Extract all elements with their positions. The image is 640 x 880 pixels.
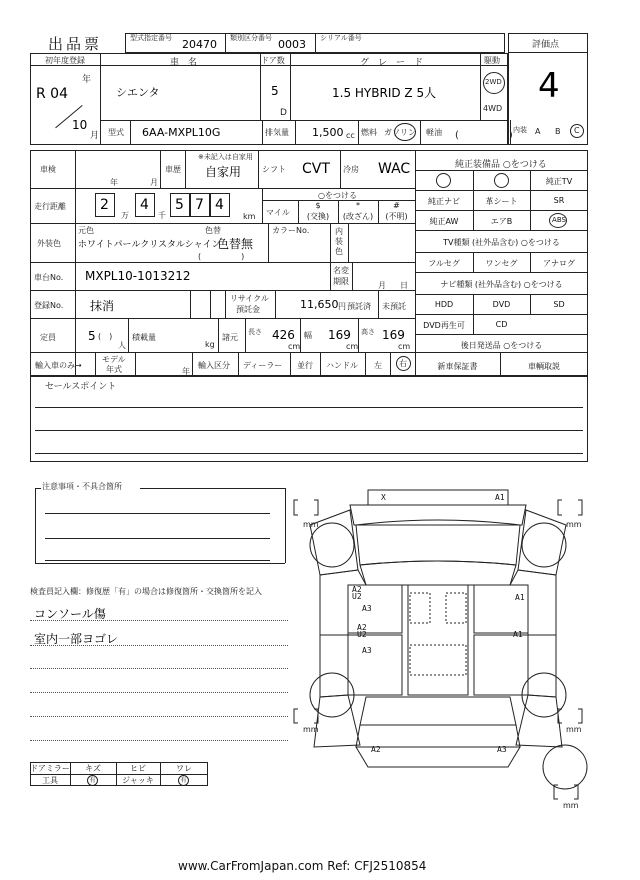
power-window-circled (494, 173, 509, 188)
damage-mark-left-a2: A2 (352, 585, 362, 594)
mileage-digit-5: 4 (215, 197, 224, 213)
damage-mark-left-a3: A3 (362, 604, 372, 613)
type-label: 型式 (108, 128, 124, 137)
mileage-digit-4: 7 (195, 197, 204, 213)
inspector-label: 検査員記入欄：修復歴「有」の場合は修復箇所・交換箇所を記入 (30, 587, 262, 596)
first-registration-month: 10 (72, 118, 88, 132)
diesel-label: 軽油 (426, 128, 442, 137)
mileage-digit-2: 4 (140, 197, 149, 213)
fuel-label: 燃料 (361, 128, 377, 137)
registration-value: 抹消 (90, 299, 115, 313)
damage-mark-left-u2-rear: U2 (357, 630, 367, 639)
model-code-label: 型式指定番号 (130, 34, 172, 42)
recycle-fee-value: 11,650 (300, 298, 339, 311)
mileage-digit-3: 5 (175, 197, 184, 213)
history-value: 自家用 (205, 165, 242, 179)
mileage-digit-1: 2 (100, 197, 109, 213)
displacement-label: 排気量 (265, 128, 289, 137)
mileage-label: 走行距離 (34, 202, 66, 211)
grade-value: 1.5 HYBRID Z 5人 (332, 86, 437, 100)
cooling-label: 冷房 (343, 165, 359, 174)
color-number-label: カラーNo. (272, 226, 310, 235)
cooling-value: WAC (378, 161, 411, 177)
capacity-value: 5 (88, 329, 96, 343)
evaluation-score: 4 (538, 66, 560, 106)
door-count-label: ドア数 (261, 56, 285, 65)
damage-mark-left-a3-rear: A3 (362, 646, 372, 655)
type-value: 6AA-MXPL10G (142, 126, 221, 139)
car-body-diagram (290, 485, 610, 815)
damage-mark-right-a1-rear: A1 (513, 630, 523, 639)
history-label: 車歴 (165, 165, 181, 174)
damage-mark-right-a1: A1 (515, 593, 525, 602)
car-name-value: シエンタ (116, 86, 160, 99)
jack-present-circled: 有 (178, 775, 189, 786)
equipment-title: 純正装備品 ○をつける (455, 160, 547, 170)
shift-label: シフト (262, 165, 286, 174)
first-registration-year: R 04 (36, 86, 68, 102)
aircon-circled (436, 173, 451, 188)
color-change-value: 色替無 (217, 237, 254, 251)
width-value: 169 (328, 328, 351, 342)
grade-label: グ レ ー ド (360, 58, 424, 68)
tool-present-circled: 有 (87, 775, 98, 786)
shift-value: CVT (302, 161, 330, 177)
footer-reference: www.CarFromJapan.com Ref: CFJ2510854 (178, 859, 427, 873)
serial-label: シリアル番号 (320, 34, 362, 42)
damage-mark-rear-a3: A3 (497, 745, 507, 754)
damage-mark-front-x: X (381, 493, 386, 502)
drive-label: 駆動 (484, 56, 500, 65)
chassis-label: 車台No. (34, 273, 64, 282)
sales-point-label: セールスポイント (45, 382, 117, 392)
evaluation-label: 評価点 (532, 40, 560, 50)
page-title: 出品票 (48, 35, 103, 53)
inspector-note-2: 室内一部ヨゴレ (34, 632, 119, 646)
chassis-value: MXPL10-1013212 (85, 269, 191, 283)
capacity-label: 定員 (40, 333, 56, 342)
exterior-color-label: 外装色 (37, 239, 61, 248)
notes-label: 注意事項・不具合箇所 (42, 482, 122, 491)
length-value: 426 (272, 328, 295, 342)
damage-mark-rear-a2: A2 (371, 745, 381, 754)
damage-mark-left-u2: U2 (352, 592, 362, 601)
class-code-label: 類別区分番号 (230, 34, 272, 42)
import-label: 輸入車のみ→ (35, 361, 82, 370)
first-registration-label: 初年度登録 (45, 56, 85, 65)
class-code-value: 0003 (278, 38, 306, 51)
mile-option: マイル (266, 208, 290, 217)
car-name-label: 車 名 (170, 58, 198, 68)
interior-label: 内装 (513, 126, 527, 134)
damage-mark-front-a1: A1 (495, 493, 505, 502)
damage-mark-left-a2-rear: A2 (357, 623, 367, 632)
height-value: 169 (382, 328, 405, 342)
displacement-value: 1,500 (312, 126, 344, 139)
inspection-label: 車検 (40, 165, 56, 174)
model-code-value: 20470 (182, 38, 217, 51)
registration-label: 登録No. (34, 301, 64, 310)
inspector-note-1: コンソール傷 (34, 607, 106, 621)
door-count-value: 5 (271, 84, 279, 98)
exterior-color-value: ホワイトパールクリスタルシャイン (78, 240, 221, 250)
